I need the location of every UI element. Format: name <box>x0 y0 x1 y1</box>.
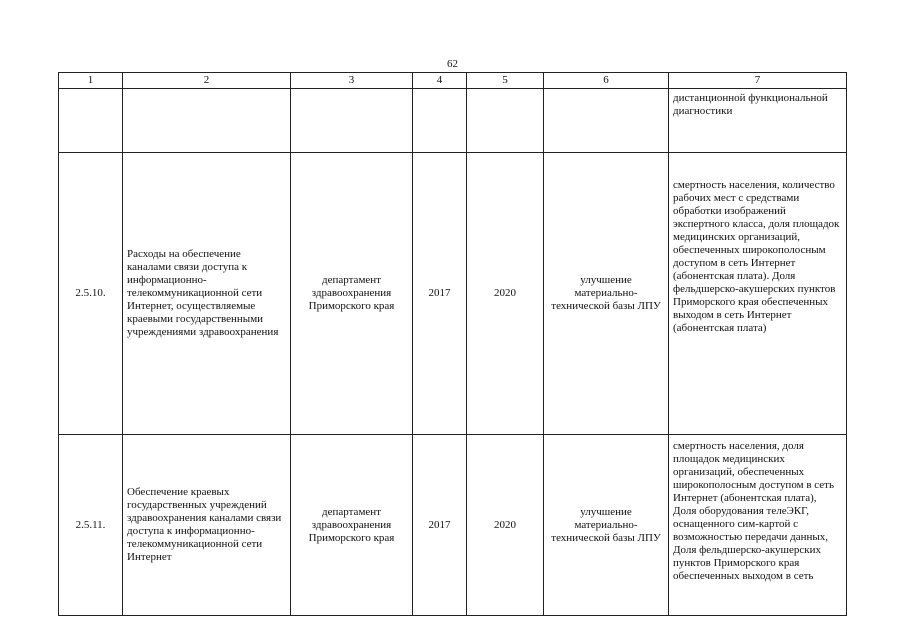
header-cell: 5 <box>467 73 544 89</box>
row-number-cell: 2.5.11. <box>59 435 123 616</box>
row-goal-cell: улучшение материально-технической базы ЛПУ <box>544 435 669 616</box>
row-title-cell: Обеспечение краевых государственных учреждений здравоохранения каналами связи доступа к информационно-телекоммуникационной сети Интернет <box>123 435 291 616</box>
header-cell: 3 <box>291 73 413 89</box>
row-start-cell: 2017 <box>413 435 467 616</box>
row-end-cell <box>467 89 544 153</box>
row-indicators-cell: дистанционной функциональной диагностики <box>669 89 847 153</box>
table-row <box>59 435 847 616</box>
row-start-cell <box>413 89 467 153</box>
table-header-row <box>59 73 847 89</box>
table-row <box>59 153 847 435</box>
row-number-cell <box>59 89 123 153</box>
row-title-cell <box>123 89 291 153</box>
row-indicators-cell: смертность населения, количество рабочих мест с средствами обработки изображений экспертного класса, доля площадок медицинских организаций, обеспеченных широкополосным доступом в сеть Интернет (абонентская плата). Доля фельдшерско-акушерских пунктов Приморского края обеспеченных выходом в сеть Интернет (абонентская плата) <box>669 153 847 435</box>
row-dept-cell: департамент здравоохранения Приморского края <box>291 435 413 616</box>
row-indicators-cell: смертность населения, доля площадок медицинских организаций, обеспеченных широкополосным доступом в сеть Интернет (абонентская плата), Доля оборудования телеЭКГ, оснащенного сим-картой с возможностью передачи данных, Доля фельдшерско-акушерских пунктов Приморского края обеспеченных выходом в сеть <box>669 435 847 616</box>
header-cell: 2 <box>123 73 291 89</box>
row-dept-cell <box>291 89 413 153</box>
table-row <box>59 89 847 153</box>
row-dept-cell: департамент здравоохранения Приморского края <box>291 153 413 435</box>
row-end-cell: 2020 <box>467 435 544 616</box>
header-cell: 6 <box>544 73 669 89</box>
program-table <box>58 72 847 616</box>
row-end-cell: 2020 <box>467 153 544 435</box>
row-goal-cell: улучшение материально-технической базы ЛПУ <box>544 153 669 435</box>
header-cell: 7 <box>669 73 847 89</box>
row-title-cell: Расходы на обеспечение каналами связи доступа к информационно-телекоммуникационной сети Интернет, осуществляемые краевыми государственными учреждениями здравоохранения <box>123 153 291 435</box>
row-number-cell: 2.5.10. <box>59 153 123 435</box>
header-cell: 4 <box>413 73 467 89</box>
page-number: 62 <box>447 58 458 70</box>
row-start-cell: 2017 <box>413 153 467 435</box>
header-cell: 1 <box>59 73 123 89</box>
row-goal-cell <box>544 89 669 153</box>
